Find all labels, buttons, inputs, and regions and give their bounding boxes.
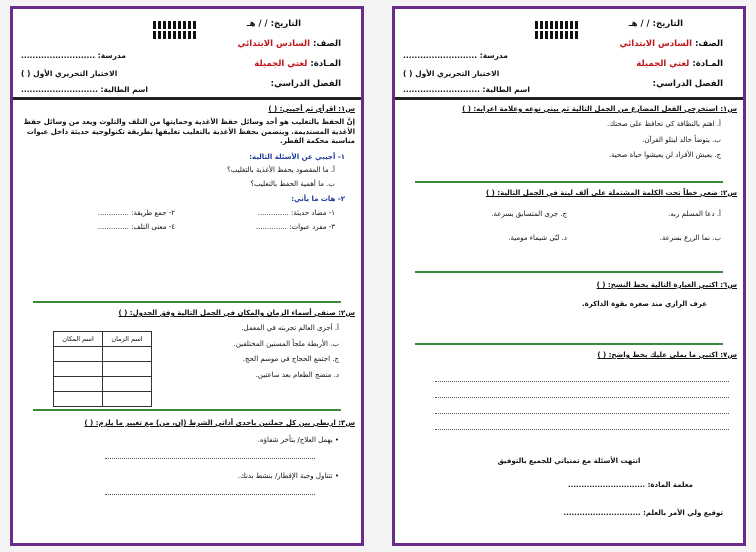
writing-line[interactable] <box>435 397 729 398</box>
table-cell[interactable] <box>54 377 103 392</box>
student-label: اسم الطالبة: ........................... <box>403 85 530 94</box>
school-label: مدرسة: .......................... <box>21 51 126 60</box>
list-item: أ. ما المقصود بحفظ الأغذية بالتغليب؟ <box>227 166 335 175</box>
table-cell[interactable] <box>103 377 152 392</box>
divider <box>415 271 723 273</box>
teacher-line: معلمة المادة: ............................. <box>568 481 693 489</box>
guardian-signature: توقيع ولي الأمر بالعلم: ............................. <box>563 509 723 517</box>
subject-value: لغتي الجميلة <box>636 59 690 69</box>
table-cell[interactable] <box>103 392 152 407</box>
table-cell[interactable] <box>54 347 103 362</box>
ministry-logo <box>535 19 579 47</box>
list-item: ج. يعيش الأفراد لن يعيشوا حياة صحية. <box>608 151 721 160</box>
sub-question-2: ٢- هات ما يأتي: <box>291 195 345 204</box>
term-label: الفصل الدراسي: <box>270 79 341 89</box>
subject-line: المـادة: لغتي الجميلة <box>636 59 723 69</box>
list-item: ١- مضاد حديثة: .............. <box>257 208 335 217</box>
list-item: أ. دعا المسلم ربه. <box>668 210 721 219</box>
exam-label: الاختبار التحريري الأول ( ) <box>21 69 118 78</box>
subject-value: لغتي الجميلة <box>254 59 308 69</box>
list-item: ب. نما الزرع بسرعة. <box>659 234 721 243</box>
divider <box>33 409 341 411</box>
divider <box>415 343 723 345</box>
question-3: س٦: اكتبي العبارة التالية بخط النسخ: ( ) عرف الرازي منذ صغره بقوة الذاكرة. <box>401 281 737 310</box>
grade-line: الصف: السادس الابتدائي <box>619 39 723 49</box>
list-item: د. لبّى شيماء مومية. <box>508 234 567 243</box>
table-cell[interactable] <box>103 347 152 362</box>
list-item: ٤- معنى التلف: .............. <box>97 222 175 231</box>
table-cell[interactable] <box>54 392 103 407</box>
question-2: س٢: صنفي أسماء الزمان والمكان في الجمل التالية وفق الجدول: ( ) أ. أجرى العالم تجربته في المعمل. ب. الأربطة ملجأ المسنين المختلفين. ج. اجتمع الحجاج في موسم الحج. د. منضج الطعام بعد ساعتين. <box>19 309 355 380</box>
table-header: اسم الزمان <box>103 332 152 347</box>
writing-line[interactable] <box>435 413 729 414</box>
list-item: ج. جرى المتسابق بسرعة. <box>491 210 567 219</box>
answer-line[interactable] <box>105 494 315 495</box>
date-label: التاريخ: / / هـ <box>628 19 683 29</box>
list-item: أ. اهتم بالنظافة كي تحافظ على صحتك. <box>606 120 721 129</box>
subject-line: المـادة: لغتي الجميلة <box>254 59 341 69</box>
ministry-logo <box>153 19 197 47</box>
exam-page-1 <box>392 6 746 546</box>
exam-page-2 <box>10 6 364 546</box>
list-item: ب. يتوضأ خالد ليتلو القرآن. <box>642 135 721 144</box>
term-label: الفصل الدراسي: <box>652 79 723 89</box>
question-3: س٣: اربطي بين كل جملتين باحدى أداتي الشرط (إن، من) مع تغيير ما يلزم: ( ) • يهمل العلاج/ يتأخر شفاؤه. • تتناول وجبة الإفطار/ بنشط بدنك. <box>19 419 355 498</box>
table-cell[interactable] <box>54 362 103 377</box>
list-item: د. منضج الطعام بعد ساعتين. <box>255 370 339 379</box>
student-label: اسم الطالبة: ........................... <box>21 85 148 94</box>
table-cell[interactable] <box>103 362 152 377</box>
school-label: مدرسة: .......................... <box>403 51 508 60</box>
question-4: س٧: اكتبي ما يملى عليك بخط واضح: ( ) <box>597 351 737 359</box>
classification-table <box>53 331 152 407</box>
answer-line[interactable] <box>105 458 315 459</box>
list-item: ٢- جمع طريقة: .............. <box>97 208 175 217</box>
list-item: ٣- مفرد عبوات: .............. <box>255 222 335 231</box>
reading-passage: إنَّ الحفظ بالتغليب هو أحد وسائل حفظ الأغذية وحمايتها من التلف والتلوث ويعد من وسائل حفظ الأغذية المستديمة. ويتضمن بحفظ الأغذية بالتغليب تغليفها بطريقة تكنولوجية حديثة داخل عبوات مناسبة محكمة القطر. <box>23 118 355 146</box>
page-header <box>13 9 361 100</box>
question-1: س١: استخرجي الفعل المضارع من الجمل التالية ثم بيني نوعه وعلامة اعرابه: ( ) أ. اهتم بالنظافة كي تحافظ على صحتك. ب. يتوضأ خالد ليتلو القرآن. ج. يعيش الأفراد لن يعيشوا حياة صحية. <box>401 105 737 161</box>
writing-line[interactable] <box>435 381 729 382</box>
grade-line: الصف: السادس الابتدائي <box>237 39 341 49</box>
divider <box>33 301 341 303</box>
list-item: • يهمل العلاج/ يتأخر شفاؤه. <box>257 436 339 445</box>
closing-note: انتهت الأسئلة مع تمنياتي للجميع بالتوفيق <box>497 457 641 465</box>
question-2: س٢: ضعي خطاً تحت الكلمة المشتملة على ألف لينة في الجمل التالية: ( ) أ. دعا المسلم ربه. ج. جرى المتسابق بسرعة. ب. نما الزرع بسرعة. د. لبّى شيماء مومية. <box>486 189 737 243</box>
date-label: التاريخ: / / هـ <box>246 19 301 29</box>
exam-label: الاختبار التحريري الأول ( ) <box>403 69 500 78</box>
list-item: ب. الأربطة ملجأ المسنين المختلفين. <box>233 339 339 348</box>
divider <box>415 181 723 183</box>
list-item: • تتناول وجبة الإفطار/ بنشط بدنك. <box>237 472 339 481</box>
table-header: اسم المكان <box>54 332 103 347</box>
calligraphy-sentence: عرف الرازي منذ صغره بقوة الذاكرة. <box>582 300 707 309</box>
list-item: ب. ما أهمية الحفظ بالتغليب؟ <box>250 179 335 188</box>
grade-value: السادس الابتدائي <box>619 39 693 49</box>
list-item: ج. اجتمع الحجاج في موسم الحج. <box>242 355 339 364</box>
list-item: أ. أجرى العالم تجربته في المعمل. <box>241 324 339 333</box>
page-header <box>395 9 743 100</box>
question-1: س١: اقرأي ثم أجيبي: ( ) إنَّ الحفظ بالتغليب هو أحد وسائل حفظ الأغذية وحمايتها من التلف والتلوث ويعد من وسائل حفظ الأغذية المستديمة. ويتضمن بحفظ الأغذية بالتغليب تغليفها بطريقة تكنولوجية حديثة داخل عبوات مناسبة محكمة القطر. ١- أجيبي عن الأسئلة التالية: أ. ما المقصود بحفظ الأغذية بالتغليب؟ ب. ما أهمية الحفظ بالتغليب؟ ٢- هات ما يأتي: ١- مضاد حديثة: .............. ٢- جمع طريقة: .............. ٣- مفرد عبوات: .............. ٤- معنى التلف: .............. <box>19 105 355 235</box>
writing-line[interactable] <box>435 429 729 430</box>
grade-value: السادس الابتدائي <box>237 39 311 49</box>
sub-question-1: ١- أجيبي عن الأسئلة التالية: <box>249 152 345 161</box>
